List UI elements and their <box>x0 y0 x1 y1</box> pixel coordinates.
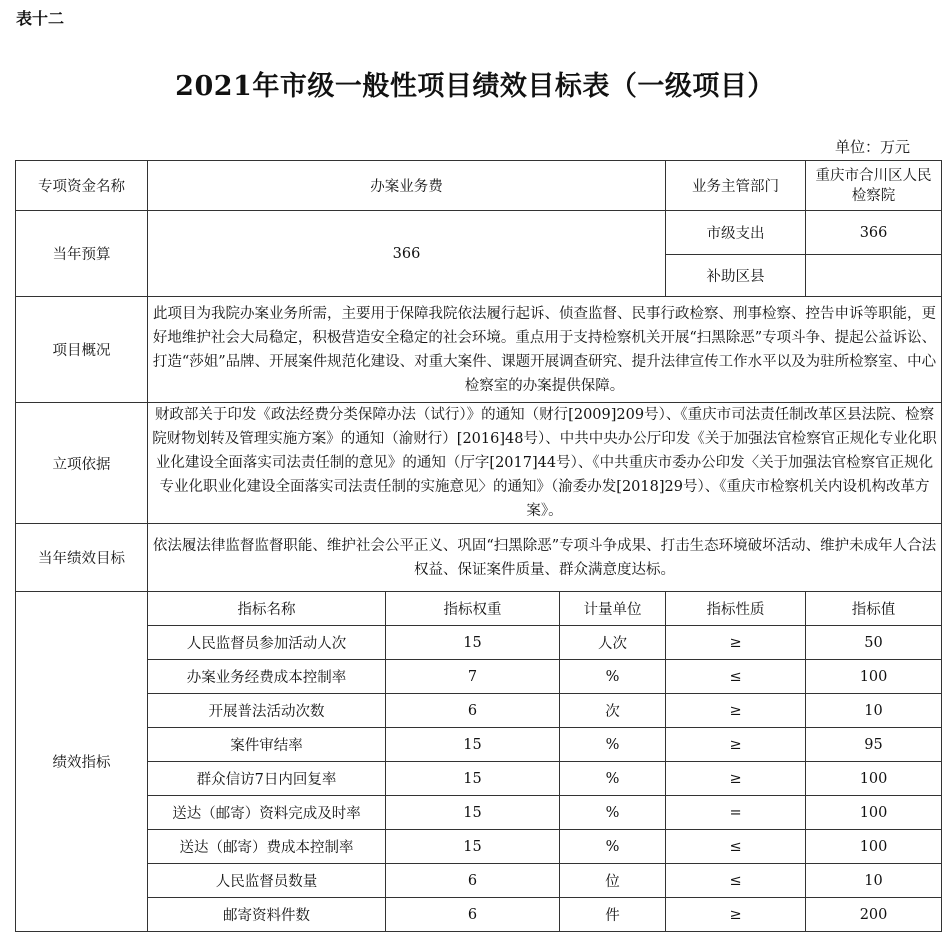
indicator-name: 群众信访7日内回复率 <box>148 762 386 796</box>
indicator-header-value: 指标值 <box>806 592 942 626</box>
indicator-unit: % <box>560 796 666 830</box>
indicator-nature: ≤ <box>666 830 806 864</box>
indicator-weight: 6 <box>386 898 560 932</box>
indicator-value: 95 <box>806 728 942 762</box>
fund-name-row <box>16 161 942 211</box>
dept-label: 业务主管部门 <box>666 161 806 211</box>
indicator-header-row <box>16 592 942 626</box>
basis-label: 立项依据 <box>16 403 148 524</box>
indicator-value: 100 <box>806 830 942 864</box>
indicator-name: 办案业务经费成本控制率 <box>148 660 386 694</box>
indicator-weight: 15 <box>386 796 560 830</box>
indicator-weight: 7 <box>386 660 560 694</box>
indicator-nature: ≤ <box>666 660 806 694</box>
indicator-weight: 15 <box>386 728 560 762</box>
indicator-header-name: 指标名称 <box>148 592 386 626</box>
indicator-unit: 次 <box>560 694 666 728</box>
indicator-value: 100 <box>806 762 942 796</box>
unit-label: 单位：万元 <box>834 138 910 156</box>
fund-name-label: 专项资金名称 <box>16 161 148 211</box>
city-expense-value: 366 <box>806 211 942 255</box>
indicator-name: 人民监督员参加活动人次 <box>148 626 386 660</box>
overview-label: 项目概况 <box>16 297 148 403</box>
indicator-value: 100 <box>806 660 942 694</box>
table-number-label: 表十二 <box>16 9 65 28</box>
basis-row <box>16 403 942 524</box>
basis-text: 财政部关于印发《政法经费分类保障办法（试行）》的通知（财行[2009]209号）、《重庆市司法责任制改革区县法院、检察院财物划转及管理实施方案》的通知（渝财行）[2016]48号）、中共中央办公厅印发《关于加强法官检察官正规化专业化职业化建设全面落实司法责任制的意见》的通知（厅字[2017]44号）、《中共重庆市委办公印发〈关于加强法官检察官正规化专业化职业化建设全面落实司法责任制的实施意见〉的通知》（渝委办发[2018]29号）、《重庆市检察机关内设机构改革方案》。 <box>148 403 942 524</box>
table-row <box>16 626 942 660</box>
table-row <box>16 864 942 898</box>
indicator-name: 案件审结率 <box>148 728 386 762</box>
table-row <box>16 762 942 796</box>
indicator-name: 人民监督员数量 <box>148 864 386 898</box>
district-subsidy-value <box>806 255 942 297</box>
city-expense-label: 市级支出 <box>666 211 806 255</box>
indicator-unit: 人次 <box>560 626 666 660</box>
indicator-name: 送达（邮寄）资料完成及时率 <box>148 796 386 830</box>
indicator-name: 送达（邮寄）费成本控制率 <box>148 830 386 864</box>
indicator-name: 邮寄资料件数 <box>148 898 386 932</box>
indicator-weight: 6 <box>386 864 560 898</box>
indicator-nature: ≥ <box>666 728 806 762</box>
indicator-weight: 15 <box>386 762 560 796</box>
table-row <box>16 796 942 830</box>
indicator-value: 10 <box>806 864 942 898</box>
indicator-value: 50 <box>806 626 942 660</box>
table-row <box>16 694 942 728</box>
indicator-weight: 6 <box>386 694 560 728</box>
table-row <box>16 728 942 762</box>
indicator-value: 10 <box>806 694 942 728</box>
table-row <box>16 898 942 932</box>
goal-label: 当年绩效目标 <box>16 524 148 592</box>
indicator-unit: 件 <box>560 898 666 932</box>
indicator-header-weight: 指标权重 <box>386 592 560 626</box>
indicator-nature: ≥ <box>666 762 806 796</box>
fund-name-value: 办案业务费 <box>148 161 666 211</box>
indicator-value: 100 <box>806 796 942 830</box>
indicator-header-unit: 计量单位 <box>560 592 666 626</box>
overview-text: 此项目为我院办案业务所需，主要用于保障我院依法履行起诉、侦查监督、民事行政检察、刑事检察、控告申诉等职能，更好地维护社会大局稳定，积极营造安全稳定的社会环境。重点用于支持检察机关开展“扫黑除恶”专项斗争、提起公益诉讼、打造“莎姐”品牌、开展案件规范化建设、对重大案件、课题开展调查研究、提升法律宣传工作水平以及为驻所检察室、中心检察室的办案提供保障。 <box>148 297 942 403</box>
goal-row <box>16 524 942 592</box>
budget-label: 当年预算 <box>16 211 148 297</box>
indicator-nature: ≤ <box>666 864 806 898</box>
indicator-weight: 15 <box>386 830 560 864</box>
performance-goal-table <box>15 160 942 932</box>
table-row <box>16 830 942 864</box>
indicator-nature: ≥ <box>666 898 806 932</box>
indicator-nature: ≥ <box>666 694 806 728</box>
indicator-unit: % <box>560 728 666 762</box>
district-subsidy-label: 补助区县 <box>666 255 806 297</box>
dept-value: 重庆市合川区人民检察院 <box>806 161 942 211</box>
indicator-nature: = <box>666 796 806 830</box>
indicator-unit: % <box>560 762 666 796</box>
indicator-name: 开展普法活动次数 <box>148 694 386 728</box>
indicator-nature: ≥ <box>666 626 806 660</box>
indicator-unit: 位 <box>560 864 666 898</box>
indicators-label: 绩效指标 <box>16 592 148 932</box>
indicator-value: 200 <box>806 898 942 932</box>
indicator-weight: 15 <box>386 626 560 660</box>
budget-row <box>16 211 942 255</box>
document-title: 2021年市级一般性项目绩效目标表（一级项目） <box>175 71 775 102</box>
indicator-header-nature: 指标性质 <box>666 592 806 626</box>
table-row <box>16 660 942 694</box>
goal-text: 依法履法律监督监督职能、维护社会公平正义、巩固“扫黑除恶”专项斗争成果、打击生态环境破坏活动、维护未成年人合法权益、保证案件质量、群众满意度达标。 <box>148 524 942 592</box>
indicator-unit: % <box>560 830 666 864</box>
indicator-unit: % <box>560 660 666 694</box>
budget-value: 366 <box>148 211 666 297</box>
overview-row <box>16 297 942 403</box>
